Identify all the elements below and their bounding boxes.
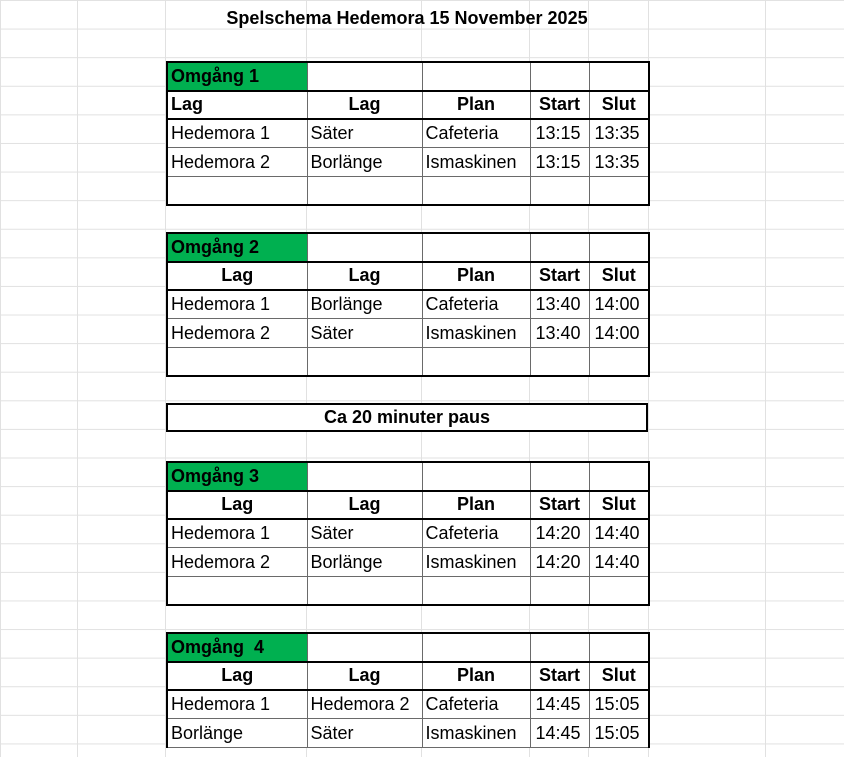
team1-cell[interactable]: Hedemora 1 bbox=[167, 519, 307, 548]
end-cell[interactable]: 15:05 bbox=[589, 690, 649, 719]
round-2-table bbox=[166, 232, 650, 377]
end-cell[interactable]: 13:35 bbox=[589, 148, 649, 177]
empty-cell[interactable] bbox=[530, 62, 589, 91]
header-team2[interactable]: Lag bbox=[307, 491, 422, 520]
header-start[interactable]: Start bbox=[530, 91, 589, 120]
team1-cell[interactable]: Hedemora 2 bbox=[167, 319, 307, 348]
end-cell[interactable]: 14:40 bbox=[589, 519, 649, 548]
empty-cell[interactable] bbox=[530, 347, 589, 376]
header-end[interactable]: Slut bbox=[589, 91, 649, 120]
table-row bbox=[167, 690, 649, 719]
header-team2[interactable]: Lag bbox=[307, 662, 422, 691]
sheet-title[interactable]: Spelschema Hedemora 15 November 2025 bbox=[226, 8, 588, 28]
round-label[interactable]: Omgång 2 bbox=[167, 233, 307, 262]
gridline bbox=[77, 0, 78, 757]
header-end[interactable]: Slut bbox=[589, 491, 649, 520]
field-cell[interactable]: Ismaskinen bbox=[422, 319, 530, 348]
empty-cell[interactable] bbox=[307, 633, 422, 662]
table-row bbox=[167, 548, 649, 577]
header-field[interactable]: Plan bbox=[422, 662, 530, 691]
header-end[interactable]: Slut bbox=[589, 662, 649, 691]
start-cell[interactable]: 13:15 bbox=[530, 148, 589, 177]
empty-cell[interactable] bbox=[530, 233, 589, 262]
table-row bbox=[167, 319, 649, 348]
round-label[interactable]: Omgång 3 bbox=[167, 462, 307, 491]
field-cell[interactable]: Ismaskinen bbox=[422, 148, 530, 177]
empty-cell[interactable] bbox=[589, 633, 649, 662]
empty-cell[interactable] bbox=[422, 233, 530, 262]
team2-cell[interactable]: Borlänge bbox=[307, 148, 422, 177]
empty-cell[interactable] bbox=[589, 176, 649, 205]
table-row bbox=[167, 576, 649, 605]
start-cell[interactable]: 13:15 bbox=[530, 119, 589, 148]
team1-cell[interactable]: Hedemora 2 bbox=[167, 548, 307, 577]
team2-cell[interactable]: Borlänge bbox=[307, 548, 422, 577]
empty-cell[interactable] bbox=[589, 576, 649, 605]
round-label[interactable]: Omgång 1 bbox=[167, 62, 307, 91]
empty-cell[interactable] bbox=[307, 462, 422, 491]
empty-cell[interactable] bbox=[307, 176, 422, 205]
team1-cell[interactable]: Borlänge bbox=[167, 719, 307, 748]
header-team1[interactable]: Lag bbox=[167, 262, 307, 291]
empty-cell[interactable] bbox=[589, 62, 649, 91]
empty-cell[interactable] bbox=[307, 62, 422, 91]
empty-cell[interactable] bbox=[167, 176, 307, 205]
header-end[interactable]: Slut bbox=[589, 262, 649, 291]
field-cell[interactable]: Cafeteria bbox=[422, 519, 530, 548]
table-row bbox=[167, 176, 649, 205]
table-row bbox=[167, 119, 649, 148]
header-field[interactable]: Plan bbox=[422, 491, 530, 520]
team2-cell[interactable]: Säter bbox=[307, 719, 422, 748]
pause-banner[interactable]: Ca 20 minuter paus bbox=[166, 403, 648, 432]
header-start[interactable]: Start bbox=[530, 662, 589, 691]
header-team1[interactable]: Lag bbox=[167, 662, 307, 691]
end-cell[interactable]: 14:00 bbox=[589, 319, 649, 348]
empty-cell[interactable] bbox=[422, 576, 530, 605]
header-team1[interactable]: Lag bbox=[167, 491, 307, 520]
end-cell[interactable]: 14:00 bbox=[589, 290, 649, 319]
table-row bbox=[167, 148, 649, 177]
end-cell[interactable]: 13:35 bbox=[589, 119, 649, 148]
header-team2[interactable]: Lag bbox=[307, 91, 422, 120]
round-1-table bbox=[166, 61, 650, 206]
team1-cell[interactable]: Hedemora 1 bbox=[167, 690, 307, 719]
team2-cell[interactable]: Säter bbox=[307, 519, 422, 548]
empty-cell[interactable] bbox=[589, 233, 649, 262]
team1-cell[interactable]: Hedemora 2 bbox=[167, 148, 307, 177]
team1-cell[interactable]: Hedemora 1 bbox=[167, 290, 307, 319]
empty-cell[interactable] bbox=[422, 462, 530, 491]
field-cell[interactable]: Ismaskinen bbox=[422, 548, 530, 577]
round-label[interactable]: Omgång 4 bbox=[167, 633, 307, 662]
team2-cell[interactable]: Borlänge bbox=[307, 290, 422, 319]
table-row bbox=[167, 347, 649, 376]
header-field[interactable]: Plan bbox=[422, 262, 530, 291]
empty-cell[interactable] bbox=[307, 233, 422, 262]
gridline bbox=[765, 0, 766, 757]
end-cell[interactable]: 15:05 bbox=[589, 719, 649, 748]
end-cell[interactable]: 14:40 bbox=[589, 548, 649, 577]
header-team1[interactable]: Lag bbox=[167, 91, 307, 120]
header-start[interactable]: Start bbox=[530, 262, 589, 291]
empty-cell[interactable] bbox=[307, 576, 422, 605]
field-cell[interactable]: Cafeteria bbox=[422, 690, 530, 719]
team2-cell[interactable]: Säter bbox=[307, 119, 422, 148]
table-row bbox=[167, 290, 649, 319]
empty-cell[interactable] bbox=[307, 347, 422, 376]
empty-cell[interactable] bbox=[530, 462, 589, 491]
header-start[interactable]: Start bbox=[530, 491, 589, 520]
empty-cell[interactable] bbox=[167, 576, 307, 605]
team2-cell[interactable]: Säter bbox=[307, 319, 422, 348]
empty-cell[interactable] bbox=[422, 633, 530, 662]
empty-cell[interactable] bbox=[422, 62, 530, 91]
start-cell[interactable]: 13:40 bbox=[530, 290, 589, 319]
round-3-table bbox=[166, 461, 650, 606]
table-row bbox=[167, 719, 649, 748]
start-cell[interactable]: 14:45 bbox=[530, 690, 589, 719]
header-field[interactable]: Plan bbox=[422, 91, 530, 120]
empty-cell[interactable] bbox=[530, 633, 589, 662]
team2-cell[interactable]: Hedemora 2 bbox=[307, 690, 422, 719]
empty-cell[interactable] bbox=[589, 347, 649, 376]
empty-cell[interactable] bbox=[589, 462, 649, 491]
header-team2[interactable]: Lag bbox=[307, 262, 422, 291]
start-cell[interactable]: 13:40 bbox=[530, 319, 589, 348]
table-row bbox=[167, 519, 649, 548]
start-cell[interactable]: 14:20 bbox=[530, 519, 589, 548]
start-cell[interactable]: 14:20 bbox=[530, 548, 589, 577]
empty-cell[interactable] bbox=[422, 176, 530, 205]
round-4-table bbox=[166, 632, 650, 748]
empty-cell[interactable] bbox=[530, 176, 589, 205]
empty-cell[interactable] bbox=[167, 347, 307, 376]
field-cell[interactable]: Cafeteria bbox=[422, 290, 530, 319]
field-cell[interactable]: Cafeteria bbox=[422, 119, 530, 148]
empty-cell[interactable] bbox=[422, 347, 530, 376]
start-cell[interactable]: 14:45 bbox=[530, 719, 589, 748]
team1-cell[interactable]: Hedemora 1 bbox=[167, 119, 307, 148]
empty-cell[interactable] bbox=[530, 576, 589, 605]
field-cell[interactable]: Ismaskinen bbox=[422, 719, 530, 748]
